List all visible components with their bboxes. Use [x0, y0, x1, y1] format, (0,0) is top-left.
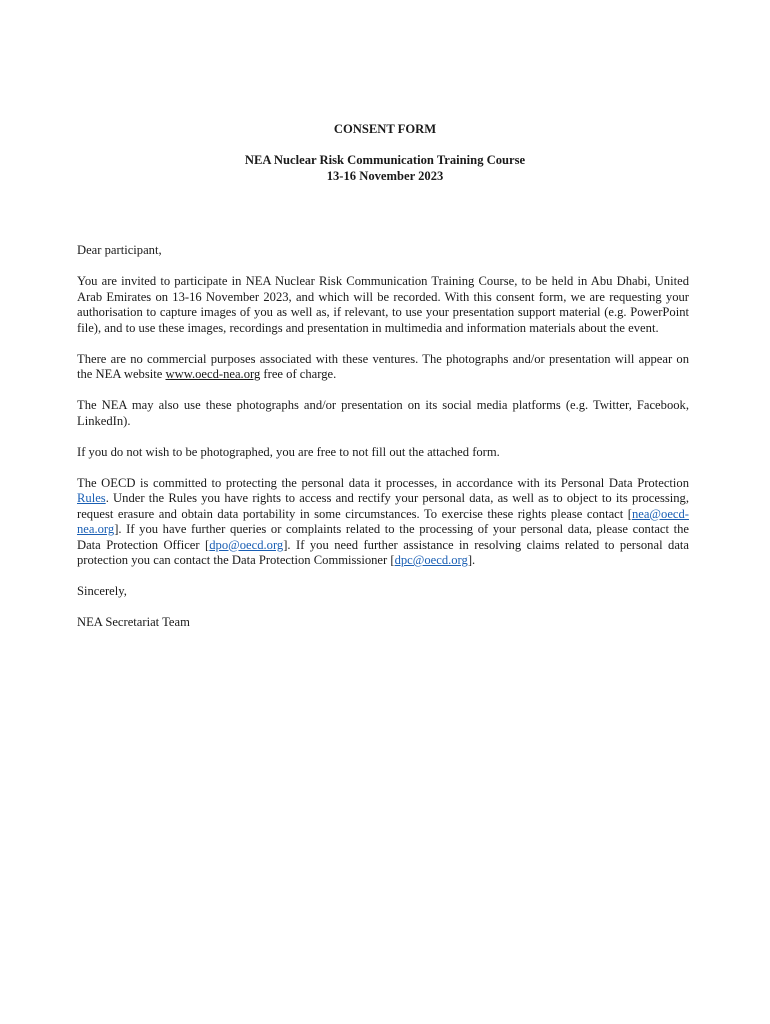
data-protection-text-a: The OECD is committed to protecting the personal data it processes, in accordance with its Personal Data Protection: [77, 475, 689, 490]
paragraph-commercial: [77, 352, 689, 383]
nea-email-link[interactable]: nea@oecd-nea.org: [77, 506, 689, 536]
paragraph-commercial-text-a: There are no commercial purposes associated with these ventures. The photographs and/or presentation will appear on the NEA website: [77, 351, 689, 381]
signature: NEA Secretariat Team: [77, 615, 190, 629]
letter-body: [77, 243, 689, 646]
dpo-email-link[interactable]: dpo@oecd.org: [209, 537, 284, 552]
data-protection-text-c: ]. If you have further queries or complaints related to the processing of your personal data, please contact the Data Protection Officer [: [77, 522, 689, 552]
closing: Sincerely,: [77, 584, 127, 598]
data-protection-text-b: . Under the Rules you have rights to access and rectify your personal data, as well as to object to its processing, request erasure and obtain data portability in some circumstances. To exercise these rights please contact [: [77, 491, 689, 521]
course-dates: 13-16 November 2023: [326, 169, 444, 183]
paragraph-data-protection: [77, 476, 689, 569]
rules-link[interactable]: Rules: [77, 491, 106, 505]
nea-website-link[interactable]: www.oecd-nea.org: [165, 367, 261, 381]
data-protection-text-d: ]. If you need further assistance in resolving claims related to personal data protection you can contact the Data Protection Commissioner [: [77, 537, 689, 567]
document-title: CONSENT FORM: [333, 122, 437, 136]
paragraph-opt-out: If you do not wish to be photographed, you are free to not fill out the attached form.: [77, 444, 500, 459]
paragraph-social-media: The NEA may also use these photographs and/or presentation on its social media platforms (e.g. Twitter, Facebook, LinkedIn).: [77, 398, 689, 428]
paragraph-commercial-text-b: free of charge.: [260, 367, 337, 381]
data-protection-text-e: ].: [467, 553, 476, 567]
paragraph-invitation: You are invited to participate in NEA Nuclear Risk Communication Training Course, to be held in Abu Dhabi, United Arab Emirates on 13-16 November 2023, and which will be recorded. With this consent form, we are requesting your authorisation to capture images of you as well as, if relevant, to use your presentation support material (e.g. PowerPoint file), and to use these images, recordings and presentation in multimedia and information materials about the event.: [77, 274, 689, 335]
salutation: Dear participant,: [77, 243, 162, 257]
course-name: NEA Nuclear Risk Communication Training Course: [244, 153, 526, 167]
dpc-email-link[interactable]: dpc@oecd.org: [394, 553, 468, 567]
